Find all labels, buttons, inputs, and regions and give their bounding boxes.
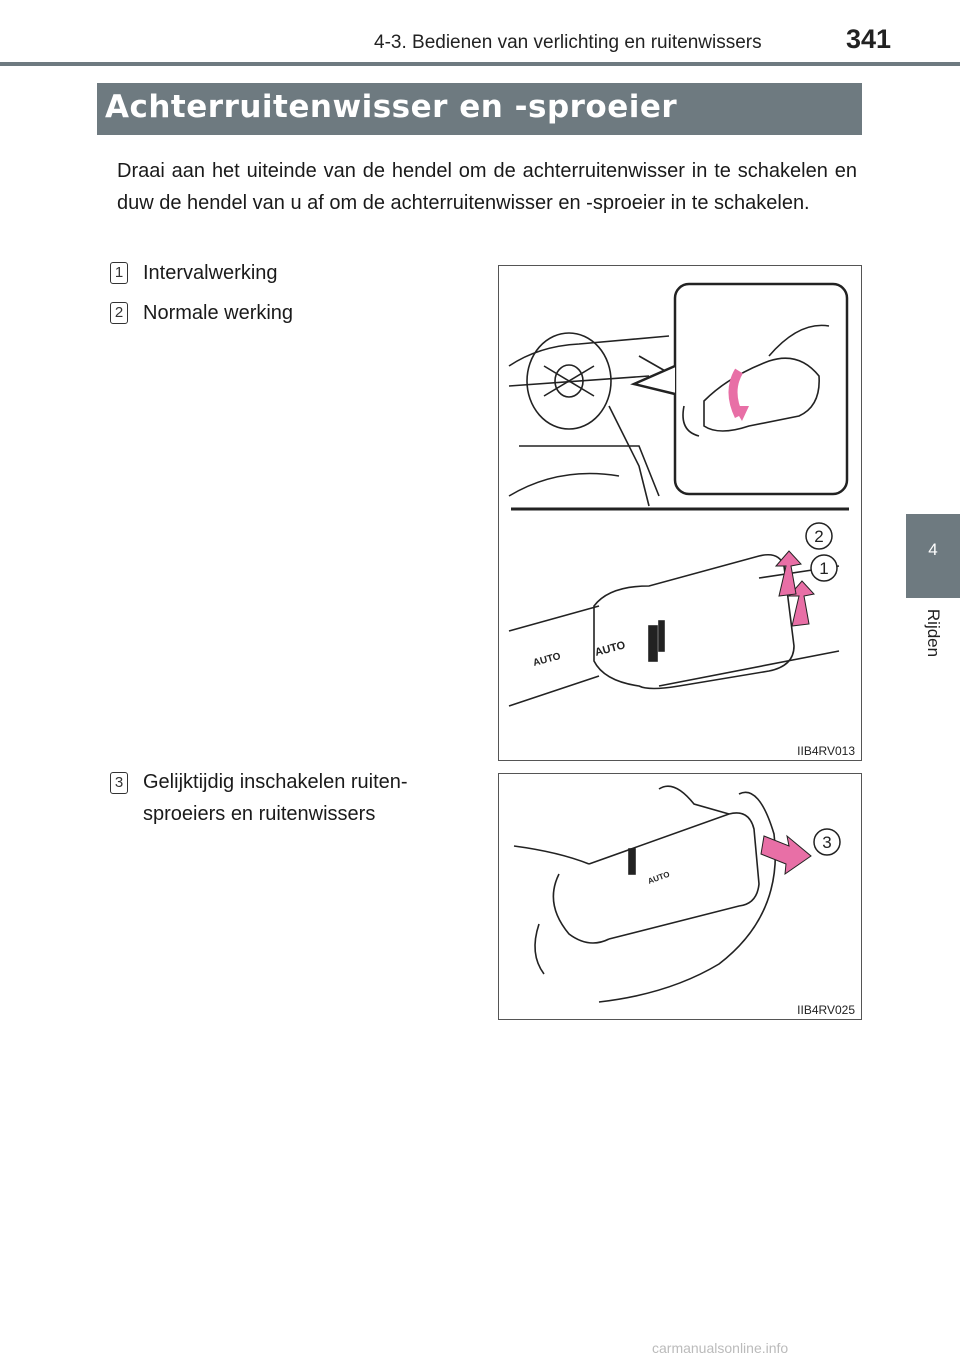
- wiper-push-illustration: [499, 774, 861, 1019]
- figure-code-1: IIB4RV013: [797, 744, 855, 758]
- running-header-title: 4-3. Bedienen van verlichting en ruitenwissers: [374, 32, 762, 53]
- section-banner: [97, 83, 862, 135]
- wiper-lever-illustration: [499, 266, 861, 760]
- item-label-3-line2: sproeiers en ruitenwissers: [143, 803, 376, 825]
- item-badge-2: 2: [110, 302, 128, 324]
- intro-paragraph: Draai aan het uiteinde van de hendel om de achterruitenwisser in te schakelen en duw de hendel van u af om de achterruitenwisser en -sproeier in te schakelen.: [117, 160, 857, 214]
- header-rule: [0, 62, 960, 66]
- page-number: 341: [846, 24, 892, 54]
- callout-2: 2: [814, 527, 824, 546]
- item-badge-3: 3: [110, 772, 128, 794]
- chapter-tab[interactable]: [906, 514, 960, 598]
- auto-label-fig2: AUTO: [646, 869, 671, 886]
- figure-wiper-lever-rotation: [498, 265, 862, 761]
- item-badge-1: 1: [110, 262, 128, 284]
- chapter-label: Rijden: [924, 608, 943, 658]
- item-label-1: Intervalwerking: [143, 262, 278, 284]
- auto-label-small: AUTO: [593, 639, 627, 659]
- item-label-3-line1: Gelijktijdig inschakelen ruiten-: [143, 771, 408, 793]
- chapter-number: 4: [928, 540, 938, 559]
- auto-label-left: AUTO: [531, 650, 562, 669]
- callout-1: 1: [819, 559, 829, 578]
- callout-3: 3: [822, 833, 832, 852]
- figure-wiper-lever-push: [498, 773, 862, 1020]
- section-heading: Achterruitenwisser en -sproeier: [105, 89, 678, 125]
- figure-code-2: IIB4RV025: [797, 1003, 855, 1017]
- footer-watermark[interactable]: carmanualsonline.info: [652, 1340, 789, 1356]
- item-label-2: Normale werking: [143, 302, 294, 324]
- chapter-label-container: [906, 598, 960, 668]
